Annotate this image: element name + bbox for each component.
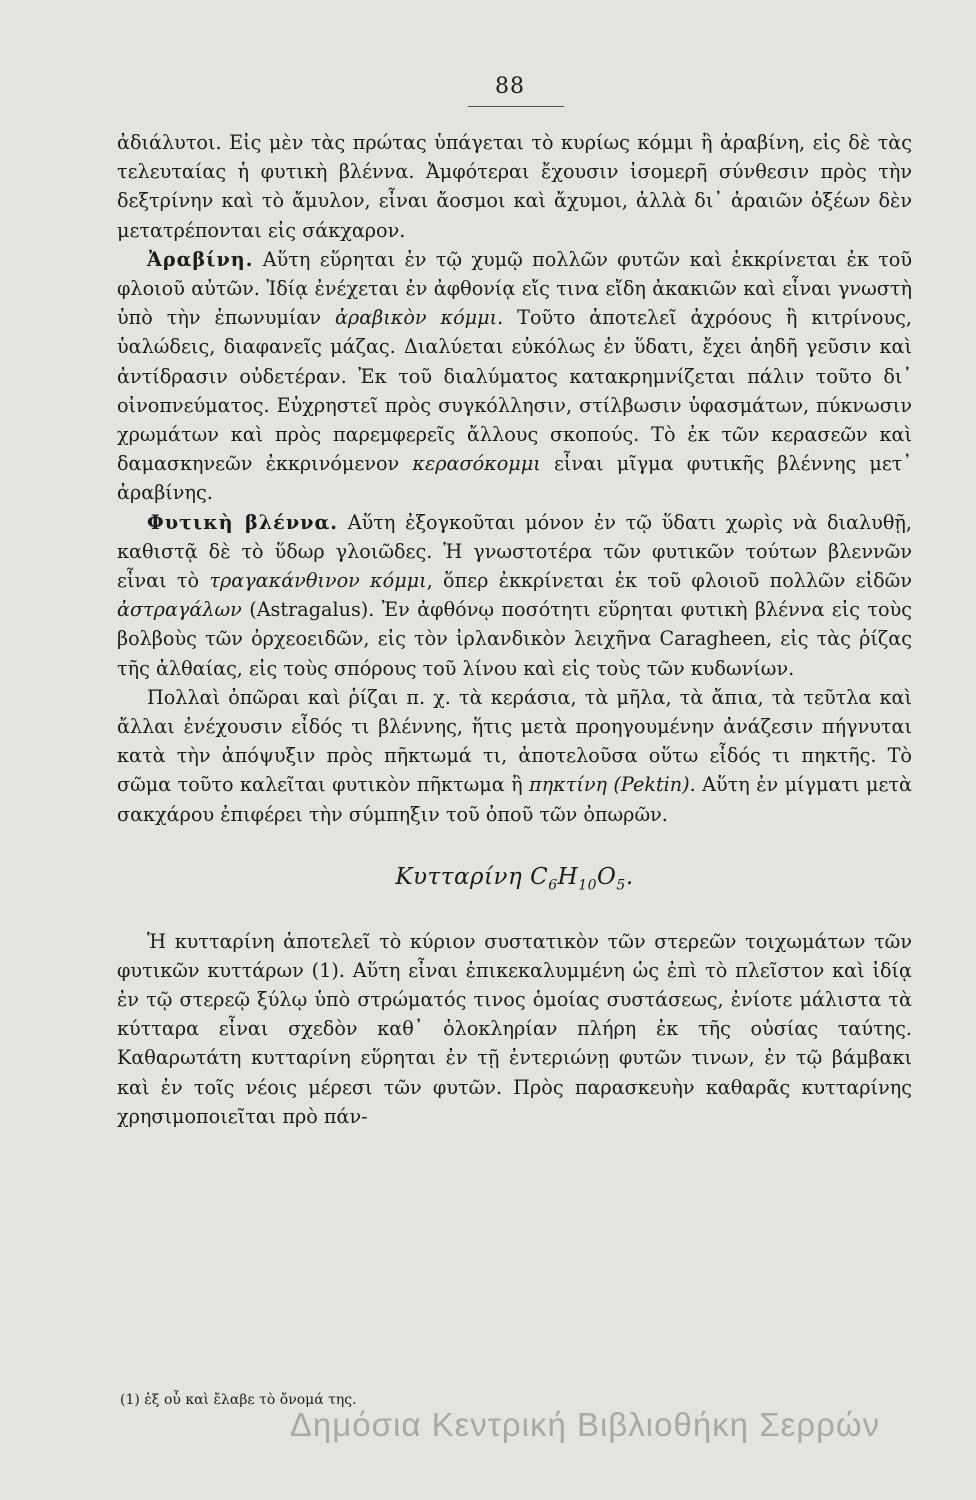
- paragraph-cellulose: [117, 927, 912, 1131]
- formula-c: C: [530, 863, 549, 890]
- section-head-arabine: Ἀραβίνη.: [147, 247, 254, 271]
- italic-term: ἀστραγάλων: [117, 598, 242, 622]
- footnote-ref: (1): [311, 958, 339, 982]
- text-run: εἶναι μῖγμα φυτικῆς βλέννης μετ᾿ ἀραβίνης.: [117, 452, 912, 505]
- formula-h-sub: 10: [578, 877, 598, 894]
- text-run: Αὕτη εὕρηται ἐν τῷ χυμῷ πολλῶν φυτῶν καὶ ἐκκρίνεται ἐκ τοῦ φλοιοῦ αὐτῶν. Ἰδίᾳ ἐνέχεται ἐν ἀφθονίᾳ εἴς τινα εἴδη ἀκακιῶν καὶ εἶναι γνωστὴ ὑπὸ τὴν ἐπωνυμίαν: [117, 247, 912, 330]
- paragraph-pectin: [117, 683, 912, 829]
- header-rule: [468, 106, 564, 107]
- formula-o-sub: 5: [616, 877, 626, 894]
- text-run: . Τοῦτο ἀποτελεῖ ἀχρόους ἢ κιτρίνους, ὑαλώδεις, διαφανεῖς μάζας. Διαλύεται εὐκόλως ἐν ὕδατι, ἔχει ἀηδῆ γεῦσιν καὶ ἀντίδρασιν οὐδετέραν. Ἐκ τοῦ διαλύματος κατακρημνίζεται πάλιν τοῦτο δι᾿ οἰνοπνεύματος. Εὐχρηστεῖ πρὸς συγκόλλησιν, στίλβωσιν ὑφασμάτων, πύκνωσιν χρωμάτων καὶ πρὸς παρεμφερεῖς ἄλλους σκοπούς. Τὸ ἐκ τῶν κερασεῶν καὶ δαμασκηνεῶν ἐκκρινόμενον: [117, 306, 912, 476]
- body-text: [117, 128, 912, 1131]
- text-run: Πολλαὶ ὀπῶραι καὶ ῥίζαι π. χ. τὰ κεράσια, τὰ μῆλα, τὰ ἄπια, τὰ τεῦτλα καὶ ἄλλαι ἐνέχουσιν εἶδός τι βλέννης, ἥτις μετὰ προηγουμένην ἀνάζεσιν πήγνυται κατὰ τὴν ἀπόψυξιν πρὸς πῆκτωμά τι, ἀποτελοῦσα οὕτω εἶδός τι πηκτῆς. Τὸ σῶμα τοῦτο καλεῖται φυτικὸν πῆκτωμα ἢ: [117, 685, 912, 797]
- page-number: 88: [495, 74, 525, 99]
- paragraph-plant-mucilage: [117, 508, 912, 683]
- formula-o: O: [597, 863, 617, 890]
- footnote-text: ἐξ οὗ καὶ ἔλαβε τὸ ὄνομά της.: [139, 1392, 357, 1408]
- italic-term: πηκτίνη (Pektin): [529, 773, 690, 797]
- italic-term: κερασόκομμι: [412, 452, 541, 476]
- section-head-mucilage: Φυτικὴ βλέννα.: [147, 510, 338, 534]
- italic-term: τραγακάνθινον κόμμι: [209, 569, 427, 593]
- text-run: . Αὕτη ἐν μίγματι μετὰ σακχάρου ἐπιφέρει τὴν σύμπηξιν τοῦ ὀποῦ τῶν ὀπωρῶν.: [117, 773, 912, 826]
- paragraph-1: ἀδιάλυτοι. Εἰς μὲν τὰς πρώτας ὑπάγεται τὸ κυρίως κόμμι ἢ ἀραβίνη, εἰς δὲ τὰς τελευταίας ἡ φυτικὴ βλέννα. Ἀμφότεραι ἔχουσιν ἰσομερῆ σύνθεσιν πρὸς τὴν δεξτρίνην καὶ τὸ ἄμυλον, εἶναι ἄοσμοι καὶ ἄχυμοι, ἀλλὰ δι᾿ ἀραιῶν ὀξέων δὲν μετατρέπονται εἰς σάκχαρον.: [117, 131, 912, 242]
- text-run: (Astragalus). Ἐν ἀφθόνῳ ποσότητι εὕρηται φυτικὴ βλέννα εἰς τοὺς βολβοὺς τῶν ὀρχεοειδῶν, εἰς τὸν ἰρλανδικὸν λειχῆνα Caragheen, εἰς τὰς ῥίζας τῆς ἀλθαίας, εἰς τοὺς σπόρους τοῦ λίνου καὶ εἰς τοὺς τῶν κυδωνίων.: [117, 598, 912, 680]
- paragraph-arabine: [117, 245, 912, 508]
- italic-term: ἀραβικὸν κόμμι: [334, 306, 498, 330]
- text-run: Ἡ κυτταρίνη ἀποτελεῖ τὸ κύριον συστατικὸν τῶν στερεῶν τοιχωμάτων τῶν φυτικῶν κυττάρων: [117, 929, 912, 982]
- footnote-marker: (1): [120, 1392, 140, 1408]
- text-run: . Αὕτη εἶναι ἐπικεκαλυμμένη ὡς ἐπὶ τὸ πλεῖστον καὶ ἰδίᾳ ἐν τῷ στερεῷ ξύλῳ ὑπὸ στρώματός τινος ὁμοίας συστάσεως, ἐνίοτε μάλιστα τὰ κύτταρα εἶναι σχεδὸν καθ᾿ ὁλοκληρίαν πλήρη ἐκ τῆς οὐσίας ταύτης. Καθαρωτάτη κυτταρίνη εὕρηται ἐν τῇ ἐντεριώνῃ φυτῶν τινων, ἐν τῷ βάμβακι καὶ ἐν τοῖς νέοις μέρεσι τῶν φυτῶν. Πρὸς παρασκευὴν καθαρᾶς κυτταρίνης χρησιμοποιεῖται πρὸ πάν-: [117, 958, 913, 1128]
- formula-c-sub: 6: [548, 877, 558, 894]
- section-heading-cellulose: [117, 863, 912, 901]
- library-stamp: Δημόσια Κεντρική Βιβλιοθήκη Σερρών: [289, 1406, 881, 1443]
- heading-end: .: [625, 863, 634, 890]
- text-run: , ὅπερ ἐκκρίνεται ἐκ τοῦ φλοιοῦ πολλῶν εἰδῶν: [426, 569, 912, 593]
- formula-h: H: [557, 863, 579, 890]
- text-run: Αὕτη ἐξογκοῦται μόνον ἐν τῷ ὕδατι χωρὶς νὰ διαλυθῇ, καθιστᾷ δὲ τὸ ὕδωρ γλοιῶδες. Ἡ γνωστοτέρα τῶν φυτικῶν τούτων βλεννῶν εἶναι τὸ: [117, 510, 912, 593]
- heading-word: Κυτταρίνη: [395, 863, 523, 890]
